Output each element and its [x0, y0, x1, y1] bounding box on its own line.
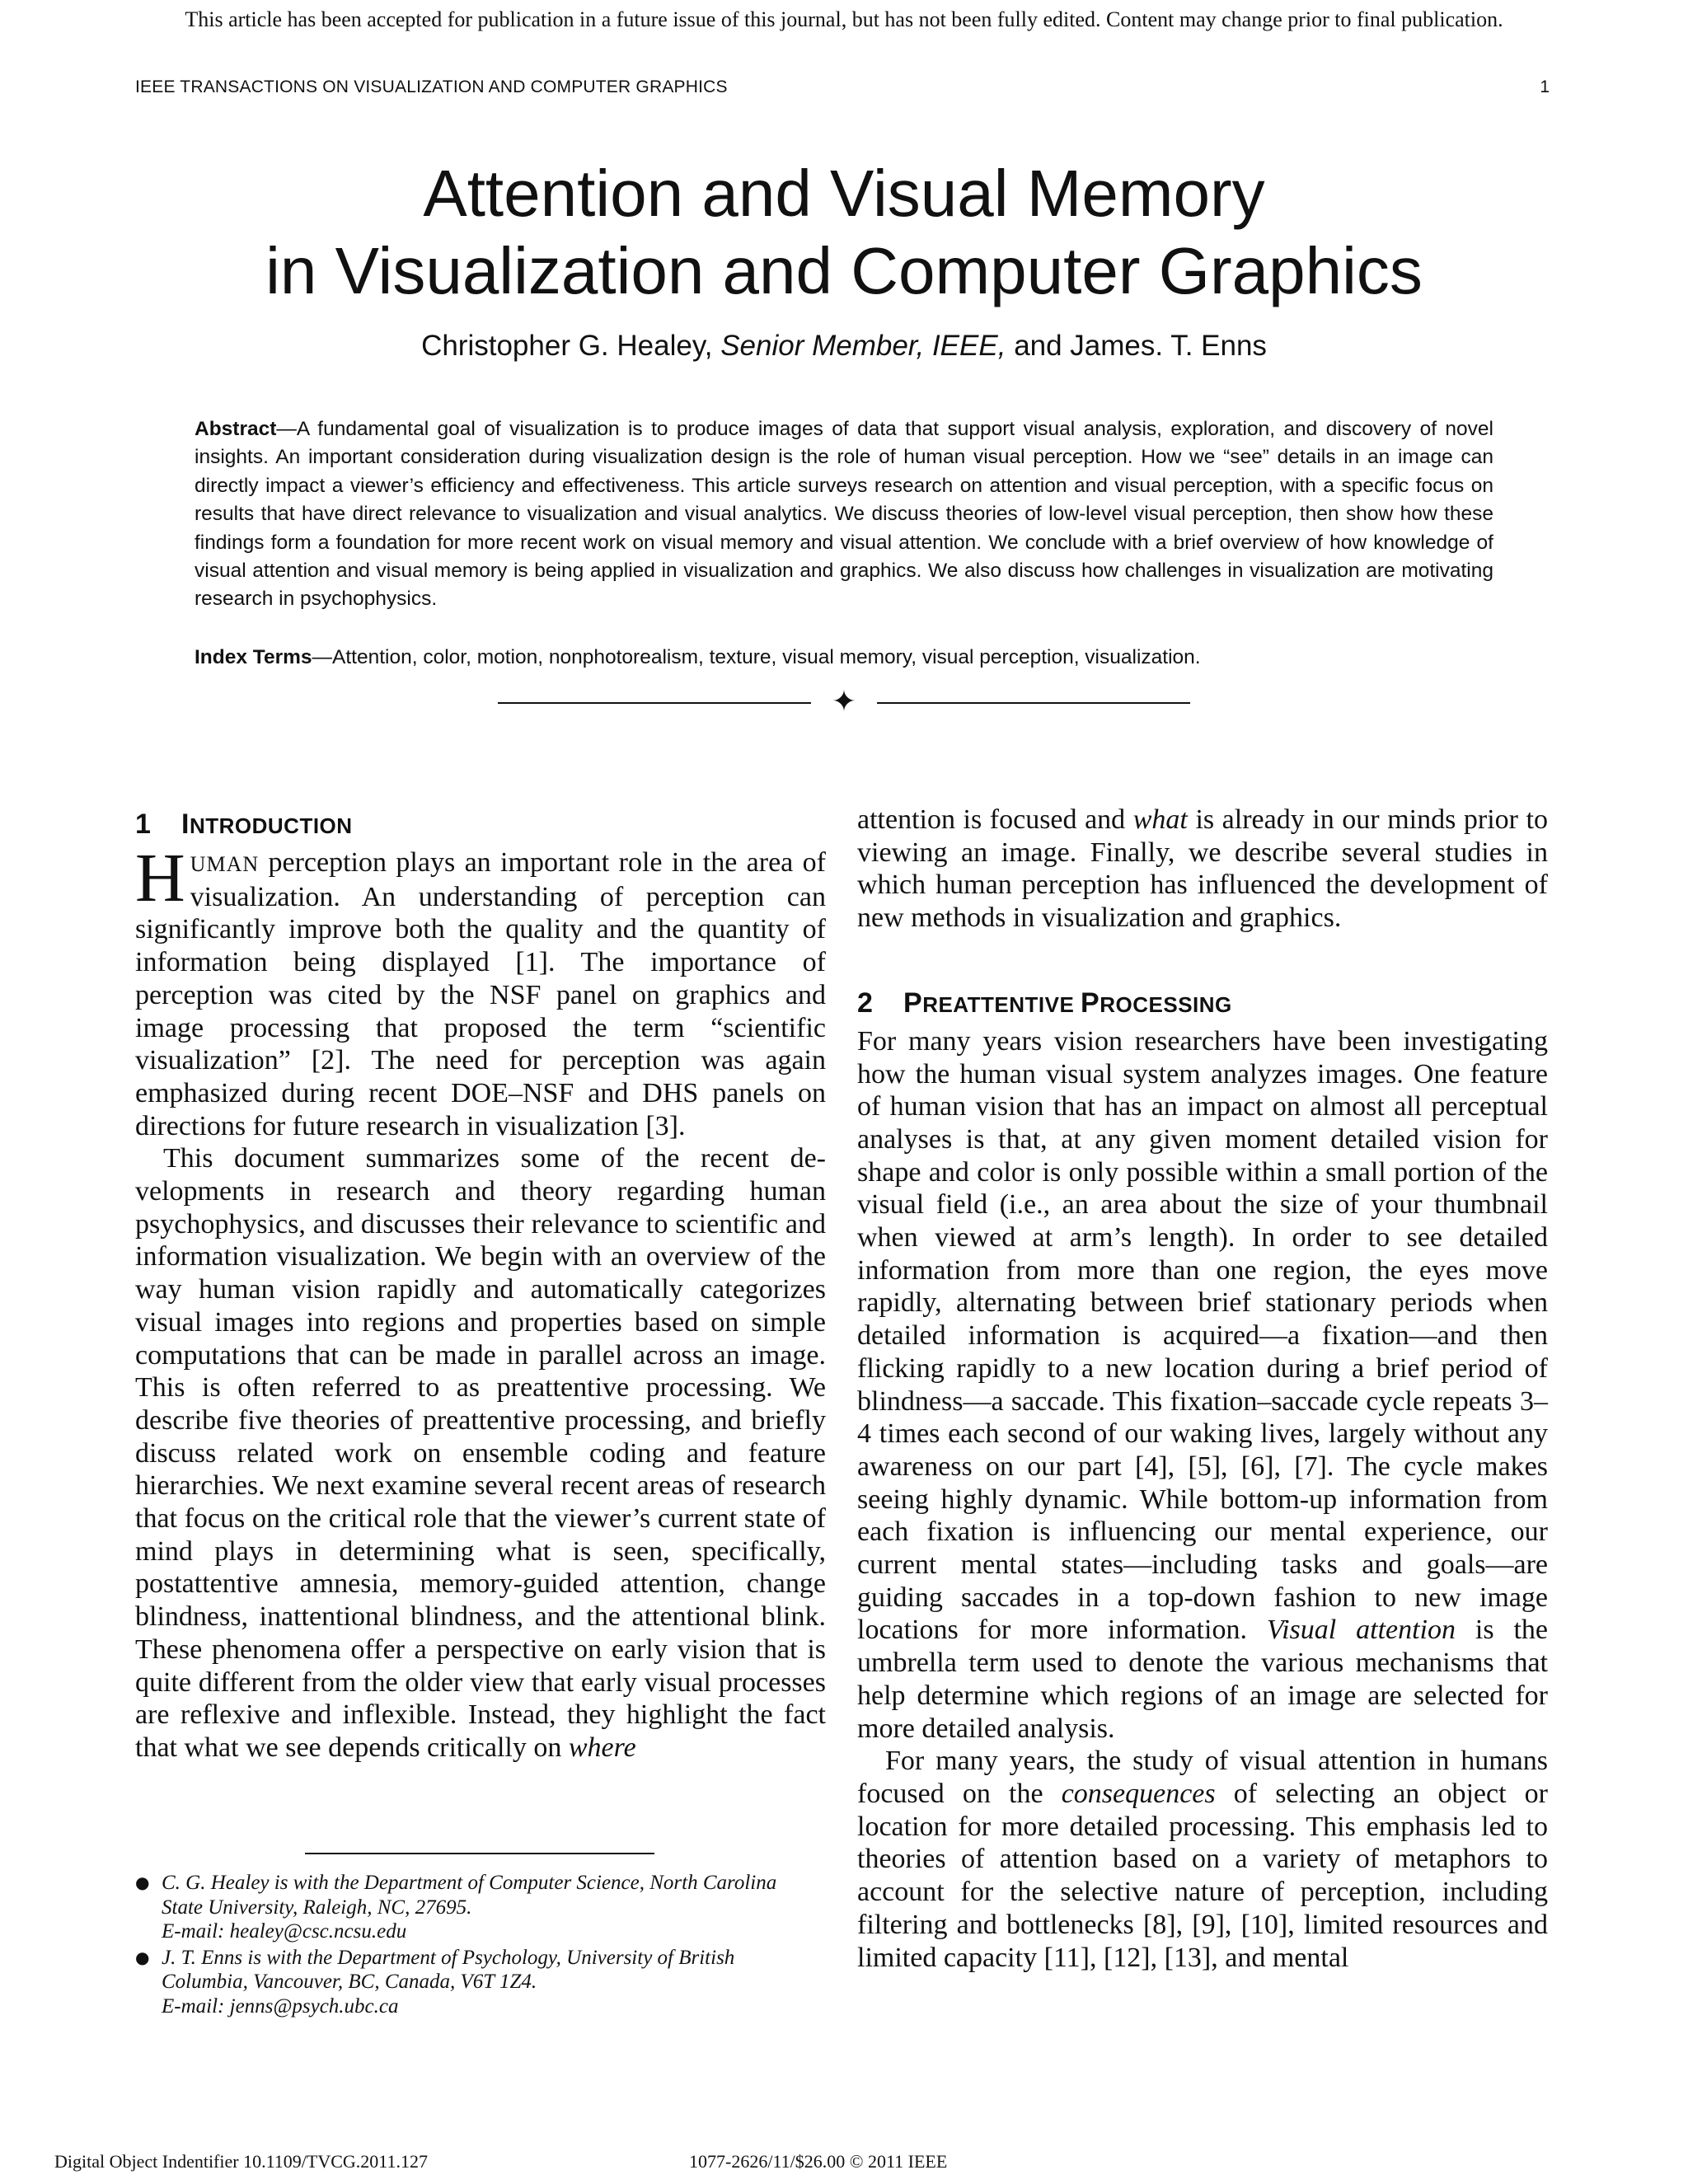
separator-rule-left [498, 702, 811, 704]
dropcap-letter: H [135, 840, 185, 916]
paper-title [0, 155, 1688, 310]
footnote-enns-email: E-mail: jenns@psych.ubc.ca [162, 1994, 399, 2018]
separator-diamond-icon: ✦ [831, 685, 857, 719]
index-terms-text: —Attention, color, motion, nonphotorealism, texture, visual memory, visual perception, visualization. [312, 646, 1201, 668]
bullet-icon: ● [135, 1947, 150, 1967]
bullet-icon: ● [135, 1872, 150, 1892]
footnote-healey-line-2: State University, Raleigh, NC, 27695. [162, 1896, 472, 1919]
footnote-healey-line-1: C. G. Healey is with the Department of Computer Science, North Carolina [162, 1872, 777, 1894]
author-healey-title: Senior Member, IEEE, [720, 330, 1006, 362]
abstract-label: Abstract [195, 418, 277, 440]
intro-paragraph-2-italic: where [568, 1732, 636, 1763]
intro-paragraph-2-text: This document summarizes some of the recent developments in research and theory regarding human psychophysics, and discusses their relevance to scientific and information visualization. We begin with an overview of the way human vision rapidly and automatically categorizes visual images into regions and properties based on simple computations that can be made in parallel across an image. This is often referred to as preattentive processing. We describe five theories of preattentive processing, and briefly discuss related work on ensemble coding and feature hierarchies. We next examine several recent areas of research that focus on the critical role that the viewer’s current state of mind plays in determining what is seen, specifically, postattentive amnesia, memory-guided attention, change blindness, inattentional blindness, and the attentional blink. These phenomena offer a perspective on early vision that is quite different from the older view that early visual processes are reflexive and inflexible. Instead, they highlight the fact that what we see depends critically on [135, 1143, 826, 1763]
paper-title-line-2: in Visualization and Computer Graphics [265, 234, 1423, 307]
preattentive-p2-start: For many years, the study of visual attention in humans focused on the [857, 1746, 1548, 1809]
preattentive-paragraph-1 [857, 1025, 1548, 1745]
section-title-rest-2: ROCESSING [1100, 991, 1232, 1017]
abstract [195, 415, 1493, 614]
footnote-enns-line-1: J. T. Enns is with the Department of Psychology, University of British [162, 1946, 735, 1969]
paper-title-line-1: Attention and Visual Memory [423, 157, 1265, 230]
footnote-healey [135, 1871, 826, 1944]
author-footnotes [135, 1871, 826, 2020]
abstract-text: —A fundamental goal of visualization is to produce images of data that support visual analysis, exploration, and discovery of novel insights. An important consideration during visualization design is the role of human visual perception. How we “see” details in an image can directly impact a viewer’s efficiency and effectiveness. This article surveys research on attention and visual perception, with a specific focus on results that have direct relevance to visualization and visual analytics. We discuss theories of low-level visual perception, then show how these findings form a foundation for more recent work on visual memory and visual attention. We conclude with a brief overview of how knowledge of visual attention and visual memory is being applied in visualization and graphics. We also discuss how challenges in visualization are motivating research in psychophysics. [195, 418, 1493, 611]
section-title-initial-1: P [903, 987, 923, 1019]
preattentive-p2-end: of selecting an object or location for more detailed processing. This emphasis led to theories of attention based on a variety of metaphors to account for the selective nature of perception, including filtering and bottlenecks [8], [9], [10], limited resources and limited capacity [11], [12], [13], and mental [857, 1778, 1548, 1973]
preattentive-p1-start: For many years vision researchers have been investigating how the human visual system analyzes images. One feature of human vision that has an impact on almost all perceptual analyses is that, at any given moment detailed vision for shape and color is only possible within a small portion of the visual field (i.e., an area about the size of your thumbnail when viewed at arm’s length). In order to see detailed information from more than one region, the eyes move rapidly, alternating between brief stationary periods when detailed information is acquired—a fixation—and then flicking rapidly to a new location during a brief period of blindness—a saccade. This fixation–saccade cycle repeats 3–4 times each second of our waking lives, largely without any awareness on our part [4], [5], [6], [7]. The cycle makes seeing highly dynamic. While bottom-up information from each fixation is influencing our mental experience, our current mental states—including tasks and goals—are guiding saccades in a top-down fashion to new image locations for more information. [857, 1025, 1548, 1646]
index-terms-label: Index Terms [195, 646, 312, 668]
footnote-healey-email: E-mail: healey@csc.ncsu.edu [162, 1920, 407, 1943]
section-title-initial: I [181, 808, 190, 840]
footnote-enns [135, 1946, 826, 2019]
footnote-rule [305, 1853, 654, 1854]
author-healey: Christopher G. Healey, [421, 330, 713, 362]
section-heading-preattentive-processing [857, 982, 1548, 1025]
continued-text-start: attention is focused and [857, 804, 1133, 835]
author-enns: and James. T. Enns [1014, 330, 1267, 362]
intro-paragraph-2 [135, 1142, 826, 1764]
body-column-right [857, 804, 1548, 1974]
preattentive-p1-italic: Visual attention [1266, 1615, 1456, 1646]
preattentive-p2-italic: consequences [1061, 1778, 1216, 1809]
intro-paragraph-1 [135, 840, 826, 1142]
section-title-rest-1: REATTENTIVE [922, 991, 1081, 1017]
section-number: 1 [135, 808, 152, 840]
intro-paragraph-1-text: perception plays an important role in the area of visualization. An understanding of perception can significantly improve both the quality and the quantity of information being displayed [1]. The importance of perception was cited by the NSF panel on graphics and image processing that proposed the term “scientific visualization” [2]. The need for perception was again emphasized during recent DOE–NSF and DHS panels on directions for future research in visualization [3]. [135, 847, 826, 1141]
continued-text-italic: what [1132, 804, 1188, 835]
body-column-left [135, 804, 826, 1765]
preattentive-paragraph-2 [857, 1745, 1548, 1974]
footnote-enns-line-2: Columbia, Vancouver, BC, Canada, V6T 1Z4. [162, 1971, 537, 1993]
index-terms [195, 644, 1493, 672]
footer-copyright: 1077-2626/11/$26.00 © 2011 IEEE [689, 2151, 948, 2172]
section-title-initial-2: P [1081, 987, 1100, 1019]
preattentive-p1-end: is the umbrella term used to denote the various mechanisms that help determine which regions of an image are selected for more detailed analysis. [857, 1615, 1549, 1744]
section-heading-introduction [135, 804, 826, 846]
intro-paragraph-2-continued [857, 804, 1548, 935]
author-line [0, 328, 1688, 364]
dropcap-smallcaps: UMAN [190, 852, 260, 876]
footer-doi: Digital Object Indentifier 10.1109/TVCG.2011.127 [54, 2151, 428, 2172]
section-number: 2 [857, 987, 874, 1019]
separator-rule-right [877, 702, 1190, 704]
page-number: 1 [1540, 77, 1550, 96]
section-title-rest: NTRODUCTION [189, 813, 353, 838]
continued-text-rest: is already in our minds prior to viewing an image. Finally, we describe several studies in which human perception has influenced the development of new methods in visualization and graphics. [857, 804, 1548, 934]
running-head-journal: IEEE TRANSACTIONS ON VISUALIZATION AND COMPUTER GRAPHICS [135, 77, 728, 96]
publication-notice: This article has been accepted for publication in a future issue of this journal, but has not been fully edited. Content may change prior to final publication. [185, 7, 1503, 31]
